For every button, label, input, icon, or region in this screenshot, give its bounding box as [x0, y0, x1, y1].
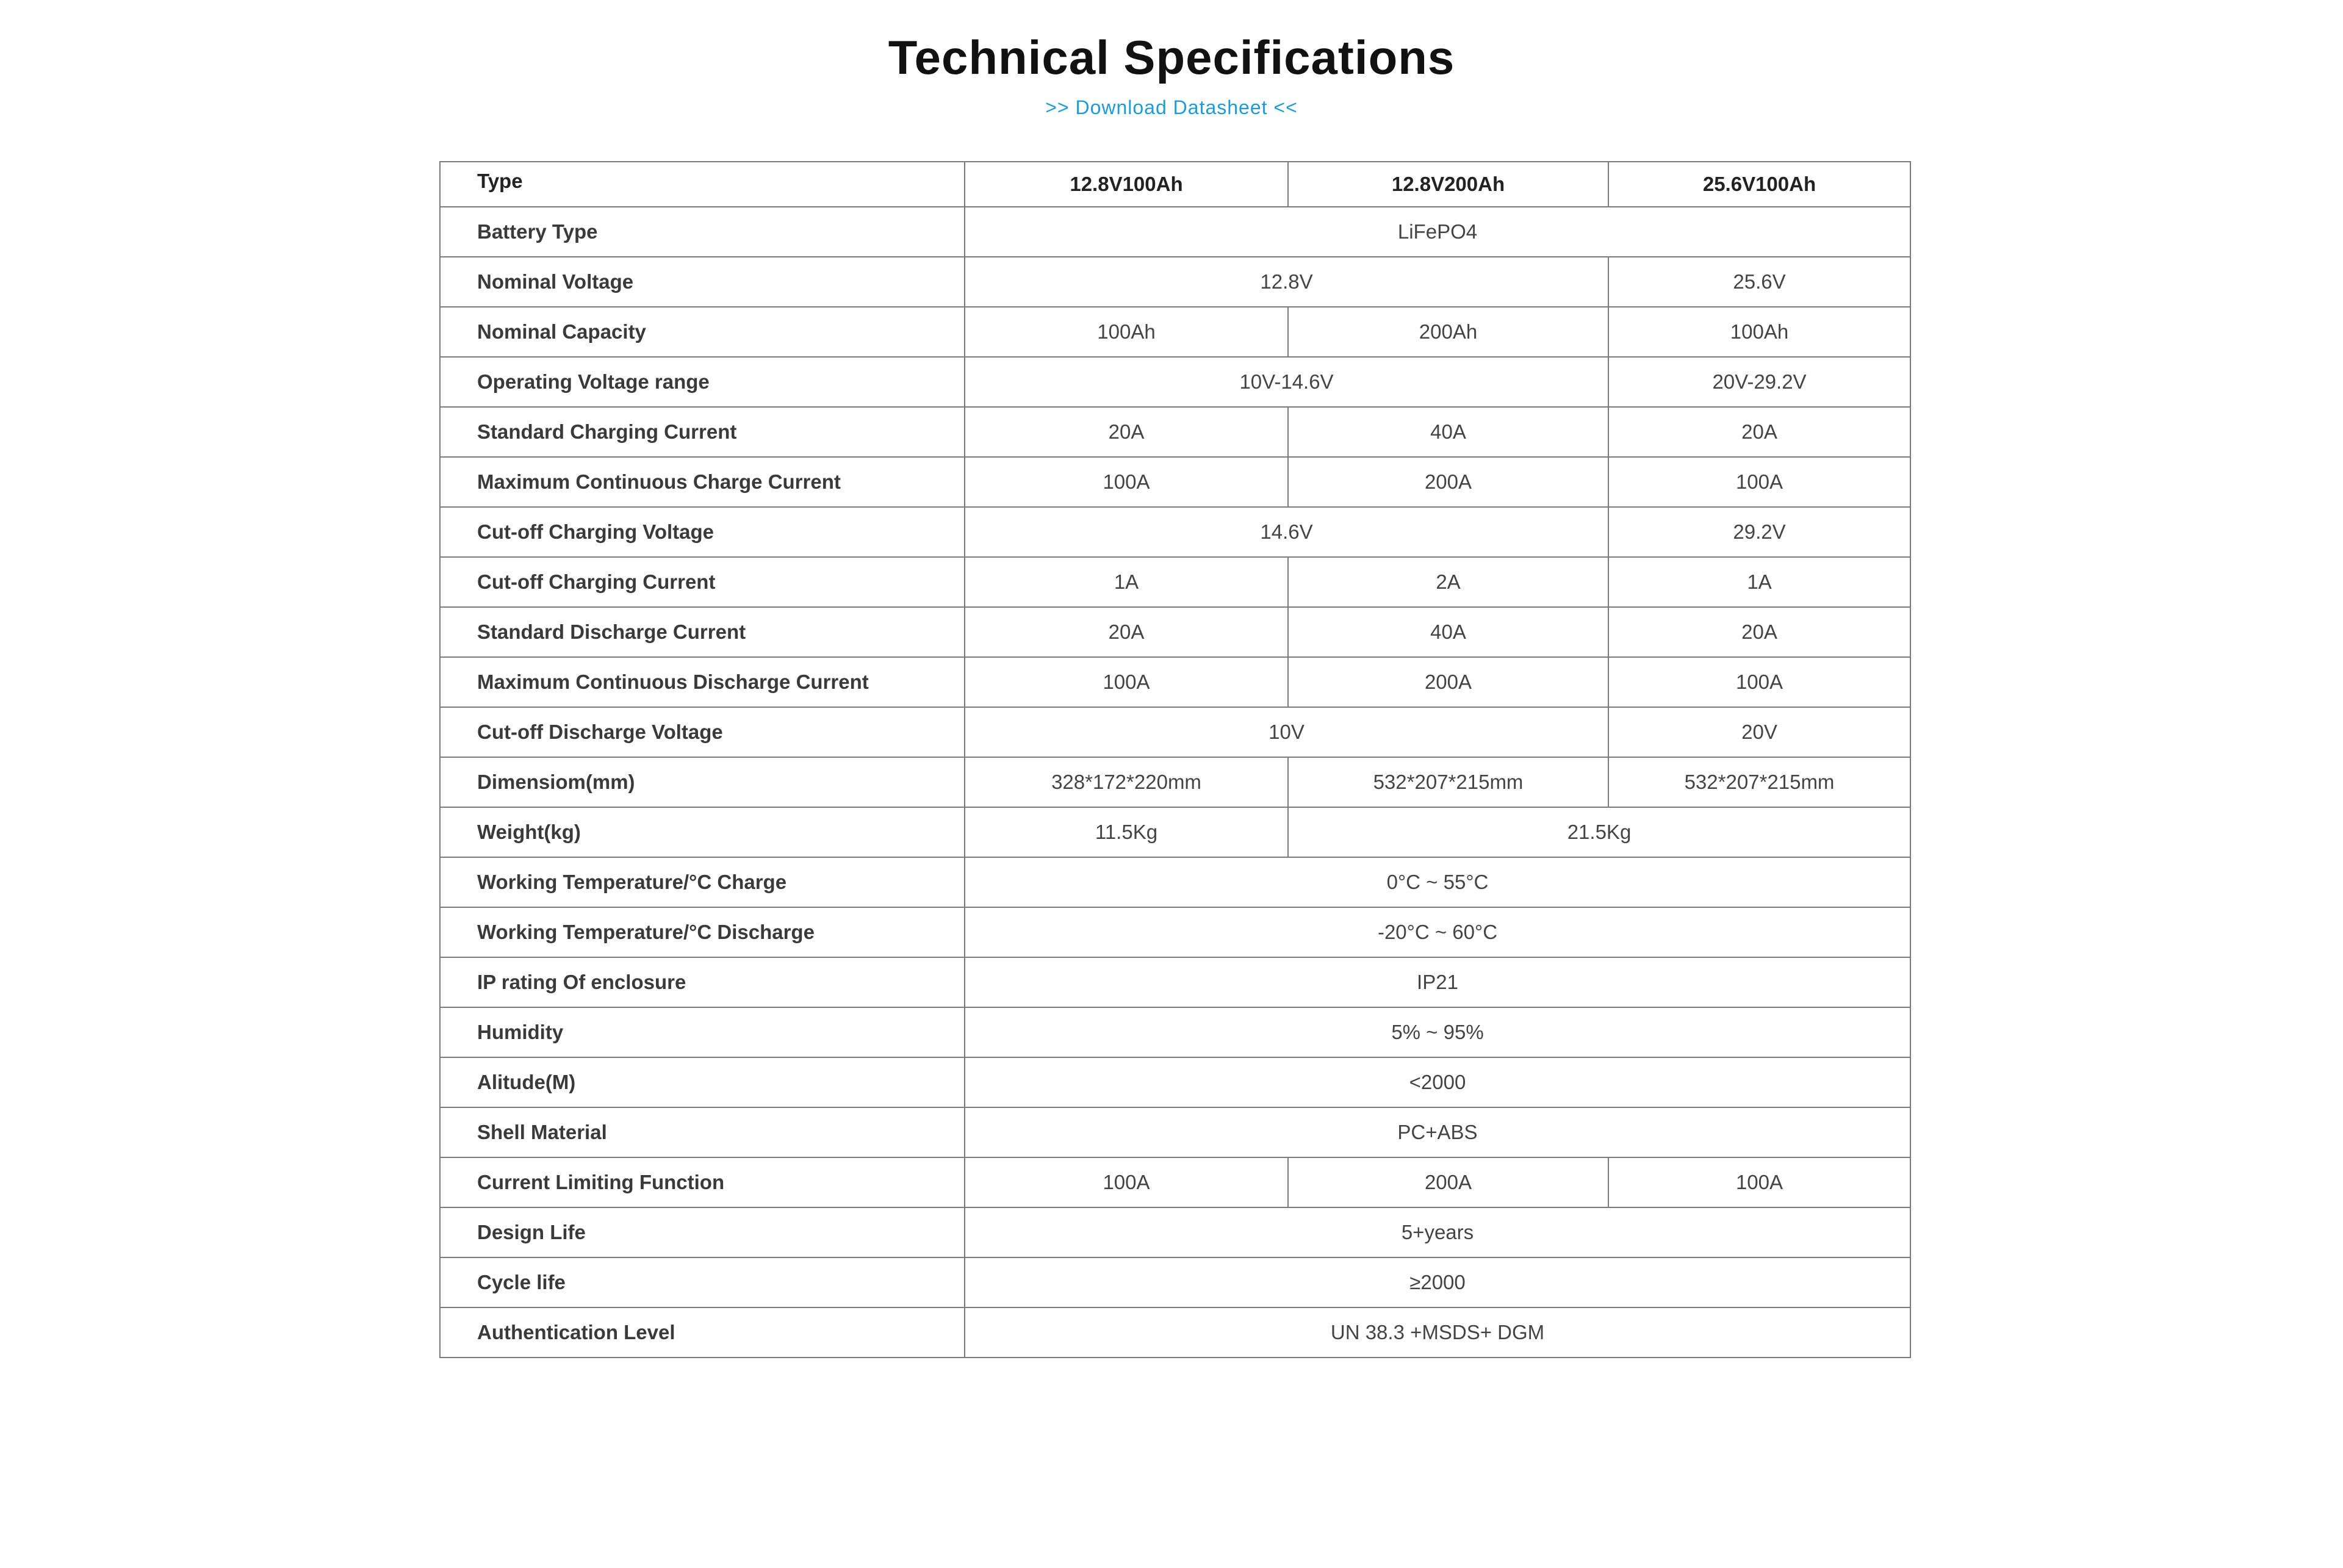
- row-label: Cycle life: [440, 1257, 965, 1307]
- row-value-cell: 1A: [965, 557, 1288, 607]
- row-value-cell: LiFePO4: [965, 207, 1910, 257]
- table-header-row: [440, 162, 1910, 207]
- row-label: Humidity: [440, 1007, 965, 1057]
- table-row: [440, 757, 1910, 807]
- table-row: [440, 457, 1910, 507]
- row-value-cell: PC+ABS: [965, 1107, 1910, 1157]
- row-value-cell: 1A: [1608, 557, 1910, 607]
- row-value-cell: 100A: [1608, 1157, 1910, 1207]
- row-value-cell: 20A: [965, 407, 1288, 457]
- table-row: [440, 857, 1910, 907]
- row-label: Nominal Voltage: [440, 257, 965, 307]
- row-value-cell: 14.6V: [965, 507, 1608, 557]
- row-label: Working Temperature/°C Discharge: [440, 907, 965, 957]
- row-label: Nominal Capacity: [440, 307, 965, 357]
- row-value-cell: ≥2000: [965, 1257, 1910, 1307]
- row-label: Standard Charging Current: [440, 407, 965, 457]
- row-value-cell: 100A: [1608, 457, 1910, 507]
- row-label: Working Temperature/°C Charge: [440, 857, 965, 907]
- row-label: Design Life: [440, 1207, 965, 1257]
- row-value-cell: 21.5Kg: [1288, 807, 1910, 857]
- row-value-cell: 532*207*215mm: [1608, 757, 1910, 807]
- row-label: Cut-off Charging Current: [440, 557, 965, 607]
- row-value-cell: <2000: [965, 1057, 1910, 1107]
- header-model-25v6-100ah: 25.6V100Ah: [1608, 162, 1910, 207]
- row-label: Authentication Level: [440, 1307, 965, 1358]
- table-row: [440, 1007, 1910, 1057]
- row-label: Maximum Continuous Discharge Current: [440, 657, 965, 707]
- table-row: [440, 907, 1910, 957]
- row-value-cell: 10V: [965, 707, 1608, 757]
- row-label: Current Limiting Function: [440, 1157, 965, 1207]
- table-row: [440, 807, 1910, 857]
- table-row: [440, 557, 1910, 607]
- row-value-cell: 20A: [965, 607, 1288, 657]
- row-value-cell: IP21: [965, 957, 1910, 1007]
- row-value-cell: 100A: [965, 457, 1288, 507]
- table-row: [440, 707, 1910, 757]
- page-title: Technical Specifications: [888, 31, 1455, 84]
- row-value-cell: 100A: [1608, 657, 1910, 707]
- row-value-cell: 328*172*220mm: [965, 757, 1288, 807]
- row-value-cell: 40A: [1288, 407, 1608, 457]
- table-row: [440, 1157, 1910, 1207]
- row-value-cell: 11.5Kg: [965, 807, 1288, 857]
- row-value-cell: 2A: [1288, 557, 1608, 607]
- table-row: [440, 407, 1910, 457]
- row-label: Cut-off Discharge Voltage: [440, 707, 965, 757]
- row-value-cell: 100Ah: [965, 307, 1288, 357]
- row-value-cell: 5% ~ 95%: [965, 1007, 1910, 1057]
- row-value-cell: 532*207*215mm: [1288, 757, 1608, 807]
- table-row: [440, 957, 1910, 1007]
- table-row: [440, 607, 1910, 657]
- row-value-cell: 200A: [1288, 457, 1608, 507]
- row-label: Dimensiom(mm): [440, 757, 965, 807]
- row-value-cell: 200A: [1288, 1157, 1608, 1207]
- row-label: Operating Voltage range: [440, 357, 965, 407]
- row-value-cell: 20V-29.2V: [1608, 357, 1910, 407]
- row-value-cell: 20V: [1608, 707, 1910, 757]
- header-type-label: Type: [440, 162, 965, 207]
- row-value-cell: 0°C ~ 55°C: [965, 857, 1910, 907]
- row-value-cell: 25.6V: [1608, 257, 1910, 307]
- row-label: Weight(kg): [440, 807, 965, 857]
- row-value-cell: 100A: [965, 657, 1288, 707]
- download-datasheet-link[interactable]: >> Download Datasheet <<: [1045, 96, 1298, 118]
- table-row: [440, 1207, 1910, 1257]
- spec-table-body: [440, 162, 1910, 1358]
- table-row: [440, 307, 1910, 357]
- row-value-cell: 200Ah: [1288, 307, 1608, 357]
- row-label: Shell Material: [440, 1107, 965, 1157]
- row-value-cell: 5+years: [965, 1207, 1910, 1257]
- row-label: IP rating Of enclosure: [440, 957, 965, 1007]
- row-value-cell: 10V-14.6V: [965, 357, 1608, 407]
- row-value-cell: 20A: [1608, 407, 1910, 457]
- table-row: [440, 207, 1910, 257]
- table-row: [440, 657, 1910, 707]
- row-value-cell: 29.2V: [1608, 507, 1910, 557]
- table-row: [440, 1057, 1910, 1107]
- row-label: Maximum Continuous Charge Current: [440, 457, 965, 507]
- row-value-cell: 100Ah: [1608, 307, 1910, 357]
- row-value-cell: 12.8V: [965, 257, 1608, 307]
- table-row: [440, 257, 1910, 307]
- row-value-cell: 40A: [1288, 607, 1608, 657]
- table-row: [440, 1107, 1910, 1157]
- row-value-cell: 200A: [1288, 657, 1608, 707]
- row-value-cell: 100A: [965, 1157, 1288, 1207]
- table-row: [440, 357, 1910, 407]
- table-row: [440, 1257, 1910, 1307]
- row-label: Alitude(M): [440, 1057, 965, 1107]
- header-model-12v8-200ah: 12.8V200Ah: [1288, 162, 1608, 207]
- header-model-12v8-100ah: 12.8V100Ah: [965, 162, 1288, 207]
- row-label: Cut-off Charging Voltage: [440, 507, 965, 557]
- row-value-cell: 20A: [1608, 607, 1910, 657]
- table-row: [440, 507, 1910, 557]
- spec-table: [439, 161, 1911, 1358]
- row-label: Battery Type: [440, 207, 965, 257]
- row-value-cell: -20°C ~ 60°C: [965, 907, 1910, 957]
- row-label: Standard Discharge Current: [440, 607, 965, 657]
- table-row: [440, 1307, 1910, 1358]
- row-value-cell: UN 38.3 +MSDS+ DGM: [965, 1307, 1910, 1358]
